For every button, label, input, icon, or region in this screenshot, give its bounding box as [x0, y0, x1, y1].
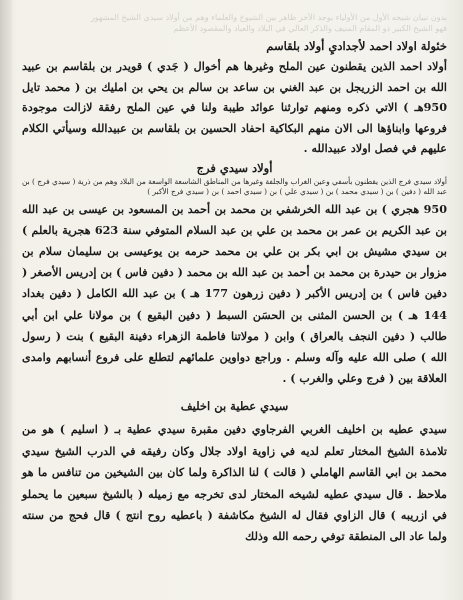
bleed-line: فهو الشيخ الكبير ذو المقام المنيف والذكر العالي في البلاد والعباد والمقصود الأعظم [173, 24, 447, 33]
small-print-paragraph: أولاد سيدي فرج الذين يقطنون بأسفي وعين الغراب والجلفة وغيرها من المناطق الشاسعة الواسعة من البلاد وهم من ذرية ( سيدي فرج ) بن عبد الله ( دفين ) بن ( سيدي محمد ) بن ( سيدي علي ) بن ( سيدي احمد ) بن ( سيدي فرج الأكبر ) [22, 176, 447, 196]
page-content [22, 12, 447, 548]
bleed-line: بدون تبيان شيخه الأول من الأولياء يوجد الآخر ظاهر بين الشيوخ والعلماء وهم من أولاد سيدي الشيخ المشهور [90, 13, 447, 22]
section-heading-sidi-faraj: أولاد سيدي فرج [196, 160, 273, 175]
section-heading-sidi-atiya: سيدي عطية بن اخليف [180, 399, 289, 414]
paragraph-lineage: 950 هجري ) بن عبد الله الخرشفي بن محمد بن أحمد بن المسعود بن عيسى بن عبد الله بن عبد الكريم بن عمر بن محمد بن علي بن عبد السلام المتوفي سنة 623 هجرية بالعلم ) بن سيدي مشيش بن ابي بكر بن علي بن محمد حرمه بن يوعيسى بن سليمان سلام بن مزوار بن حيدرة بن محمد بن أحمد بن عبد الله بن محمد ( دفين فاس ) بن إدريس الأصغر ( دفين فاس ) بن إدريس الأكبر ( دفين زرهون 177 هـ ) بن عبد الله الكامل ( دفين بغداد 144 هـ ) بن الحسن المثنى بن الحسَن السبط ( دفين البقيع ) بن مولانا علي ابن أبي طالب ( دفين النجف بالعراق ) وابن ( مولاتنا فاطمة الزهراء دفينة البقيع ) بنت ( رسول الله ) صلى الله عليه وآله وسلم . وراجع دواوين علمائهم لتطلع على فروع أنسابهم وامدى العلاقة بين ( فرج وعلي والغرب ) . [22, 201, 447, 386]
section-heading-khuola: خئولة اولاد احمد لأجداديِ أولاد بلقاسم [266, 39, 447, 53]
paragraph-awlad-ahmad: أولاد احمد الذين يقطنون عين الملح وغيرها هم أخوال ( جَدي ) قويدر بن بلقاسم بن عبيد الله بن احمد الزريجل بن عبد الغني بن ساعد بن سالم بن يحي بن امليك بن ( محمد تايل 950هـ ) الاتي ذكره ومنهم توارثنا عوائد طيبة ولنا في عين الملح رفقة لازالت موجودة فروعها وابناؤها الى الان منهم البكاكية احفاد الحسين بن بلقاسم بن عبيدالله وسيأتي الكلام عليهم في فصل اولاد عبيدالله . [22, 59, 447, 156]
paragraph-sidi-atiya: سيدي عطيه بن اخليف الغربي الفرجاوي دفين مقبرة سيدي عطية بـ ( اسليم ) هو من تلامذة الشيخ المختار تعلم لديه في زاوية اولاد جلال وكان رفيقه في الدرب الشيخ سيدي محمد بن ابي القاسم الهاملي ( قالت ) لنا الذاكرة ولما كان بين الشيخين من تنافس ما هو ملاحظ . قال سيدي عطيه لشيخه المختار لدى تخرجه مع زميله ( بالشيخ سبعين ما يحملو في ازريبه ) قال الزاوي فقال له الشيخ مكاشفة ( باعطيه روح انتج ) قال فحج من سنته ولما عاد الى المنطقة توفي رحمه الله وذلك [22, 422, 447, 544]
bleed-through-text [22, 12, 447, 34]
book-binding-shadow [0, 0, 12, 600]
